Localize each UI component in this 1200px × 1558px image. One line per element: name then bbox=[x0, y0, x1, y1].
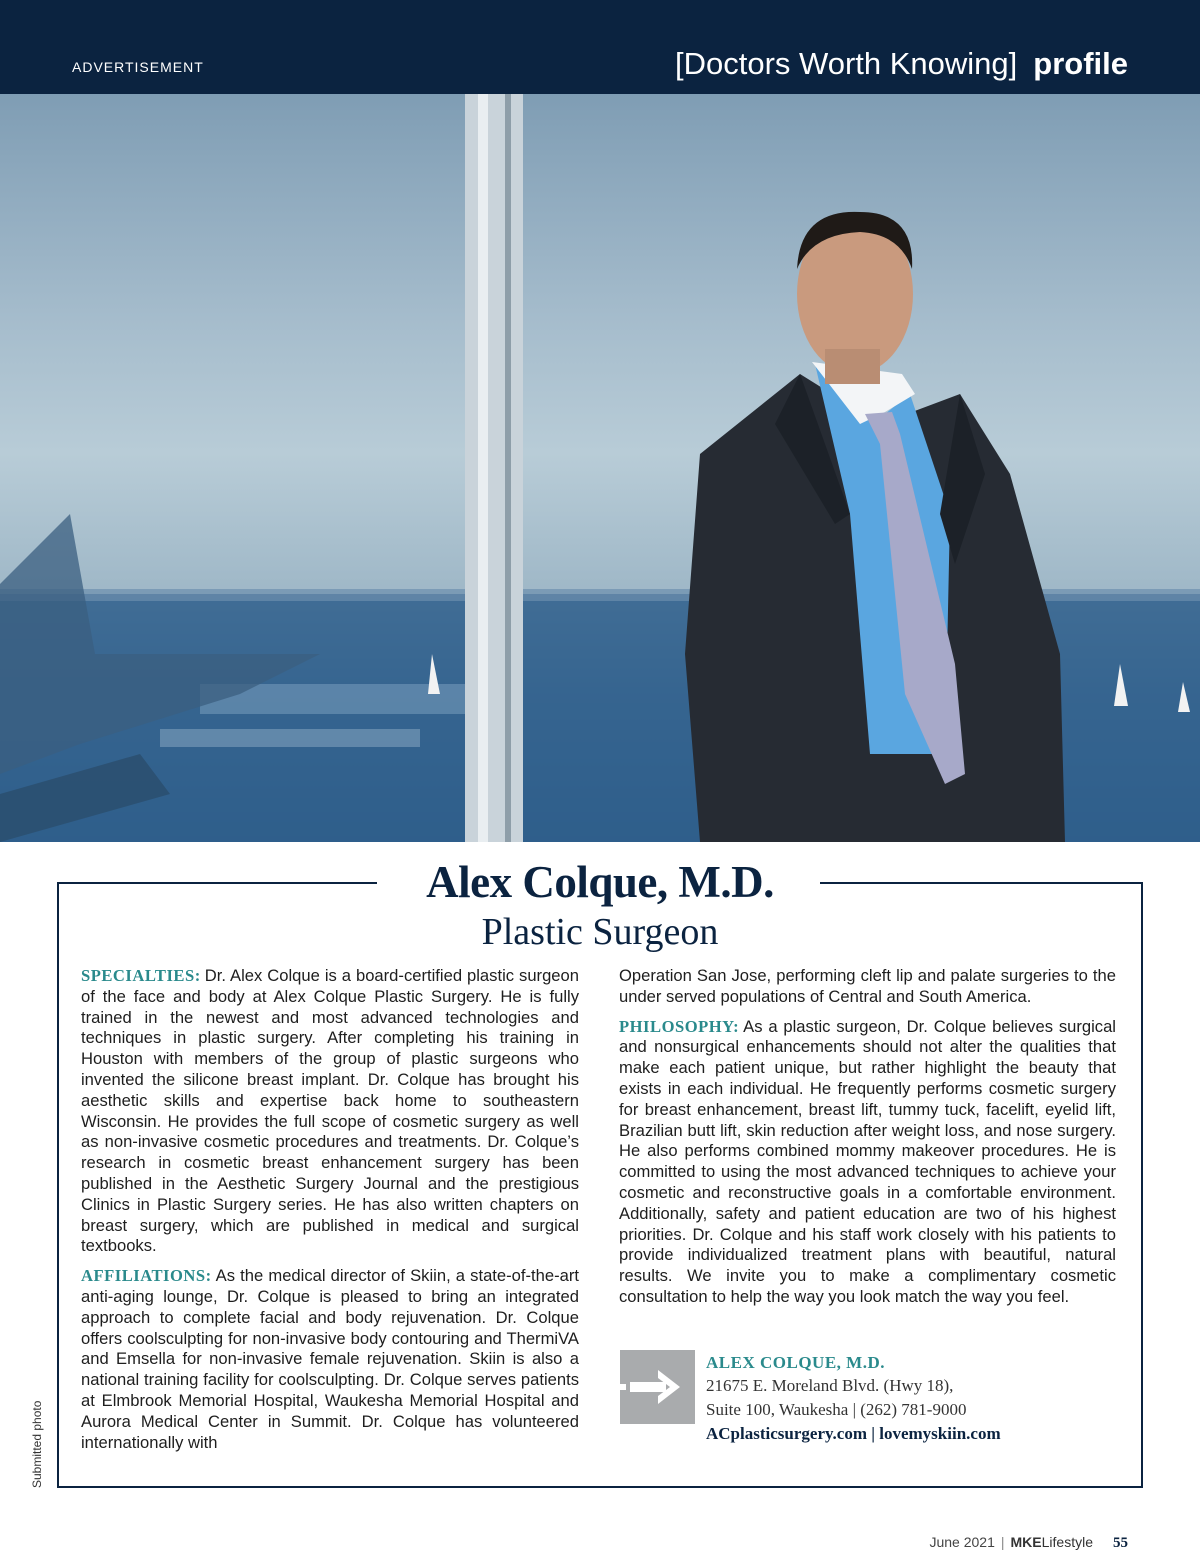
arrow-right-icon bbox=[620, 1350, 695, 1424]
philosophy-text: As a plastic surgeon, Dr. Colque believes surgical and nonsurgical enhancements should not alter the qualities that make each patient unique, but rather highlight the beauty that exists in each individual. He frequently performs cosmetic surgery for breast enhancement, breast lift, tummy tuck, facelift, eyelid lift, Brazilian butt lift, skin reduction after weight loss, and nose surgery. He also performs combined mommy makeover procedures. He is committed to using the most advanced techniques to achieve your cosmetic and reconstructive goals in a comfortable environment. Additionally, safety and patient education are two of his highest priorities. Dr. Colque and his staff work closely with his patients to provide individualized treatment plans with beautiful, natural results. We invite you to make a complimentary cosmetic consultation to help the way you look match the way you feel. bbox=[619, 1016, 1116, 1306]
specialties-label: SPECIALTIES: bbox=[81, 966, 201, 985]
contact-address-line2: Suite 100, Waukesha | (262) 781-9000 bbox=[706, 1400, 967, 1419]
advertisement-label: ADVERTISEMENT bbox=[72, 59, 204, 75]
contact-address-line1: 21675 E. Moreland Blvd. (Hwy 18), bbox=[706, 1376, 954, 1395]
specialties-paragraph bbox=[81, 966, 579, 1257]
photo-credit: Submitted photo bbox=[30, 1400, 44, 1488]
portrait-illustration bbox=[0, 94, 1200, 842]
magazine-name-suffix: Lifestyle bbox=[1041, 1534, 1093, 1550]
affiliations-label: AFFILIATIONS: bbox=[81, 1266, 212, 1286]
doctor-title: Plastic Surgeon bbox=[481, 911, 719, 953]
contact-websites[interactable]: ACplasticsurgery.com | lovemyskiin.com bbox=[706, 1424, 1001, 1443]
footer-separator: | bbox=[1000, 1534, 1005, 1550]
specialties-text: Dr. Alex Colque is a board-certified plastic surgeon of the face and body at Alex Colque Plastic Surgery. He is fully trained in the newest and most advanced technologies and techniques in plastic surgery. After completing his training in Houston with members of the group of plastic surgeons who invented the silicone breast implant. Dr. Colque has brought his aesthetic skills and expertise back home to southeastern Wisconsin. He provides the full scope of cosmetic surgery as well as non-invasive cosmetic procedures and treatments. Dr. Colque’s research in cosmetic breast enhancement surgery has been published in the Aesthetic Surgery Journal and the prestigious Clinics in Plastic Surgery series. He has also written chapters on breast surgery, which are published in medical and surgical textbooks. bbox=[81, 966, 579, 1256]
section-kind: profile bbox=[1033, 46, 1128, 81]
philosophy-label: PHILOSOPHY: bbox=[619, 1016, 740, 1036]
section-bracket-title: [Doctors Worth Knowing] bbox=[674, 46, 1018, 81]
right-column bbox=[619, 966, 1116, 1317]
magazine-name-prefix: MKE bbox=[1010, 1534, 1042, 1550]
affiliations-continued: Operation San Jose, performing cleft lip and palate surgeries to the under served populations of Central and South America. bbox=[619, 966, 1116, 1006]
affiliations-text: As the medical director of Skiin, a state-of-the-art anti-aging lounge, Dr. Colque is pleased to bring an integrated approach to complete facial and body rejuvenation. Dr. Colque offers coolsculpting for non-invasive body contouring and ThermiVA and Emsella for non-invasive female rejuvenation. Skiin is also a national training facility for coolsculpting. Dr. Colque serves patients at Elmbrook Memorial Hospital, Waukesha Memorial Hospital and Aurora Medical Center in Summit. Dr. Colque has volunteered internationally with bbox=[81, 1266, 579, 1452]
philosophy-paragraph bbox=[619, 1017, 1116, 1308]
doctor-photo bbox=[0, 94, 1200, 842]
contact-name: ALEX COLQUE, M.D. bbox=[706, 1353, 885, 1372]
issue-date: June 2021 bbox=[929, 1534, 995, 1550]
section-title bbox=[675, 46, 1128, 82]
page-number: 55 bbox=[1113, 1535, 1128, 1551]
doctor-name: Alex Colque, M.D. bbox=[426, 857, 774, 907]
header-band bbox=[0, 0, 1200, 94]
contact-block bbox=[706, 1352, 1001, 1446]
affiliations-paragraph bbox=[81, 1266, 579, 1453]
page-footer bbox=[929, 1534, 1128, 1552]
left-column bbox=[81, 966, 579, 1462]
